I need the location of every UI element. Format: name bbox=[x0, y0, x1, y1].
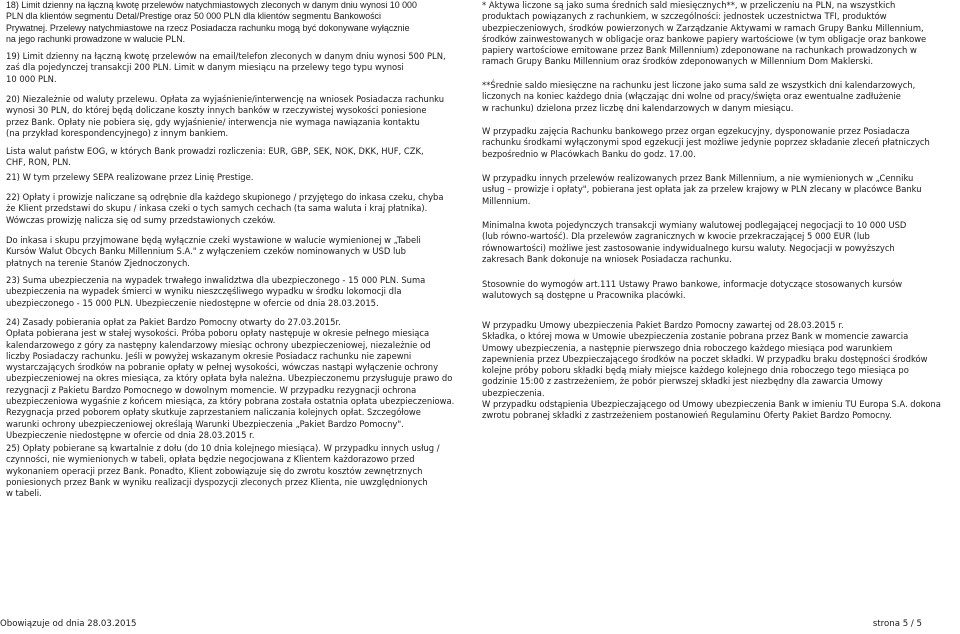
text-line: wystarczających środków na pobranie opłaty w pełnej wysokości, wówczas nastąpi wyłączenie ochrony bbox=[6, 362, 439, 373]
note-24 bbox=[6, 317, 455, 441]
text-line: w tabeli. bbox=[6, 488, 42, 499]
text-line: Kursów Walut Obcych Banku Millennium S.A." z wyłączeniem czeków nominowanych w USD lub bbox=[6, 246, 406, 257]
text-line: ubezpieczenia na wypadek śmierci w wyniku nieszczęśliwego wypadku w środku lokomocji dla bbox=[6, 286, 402, 297]
text-line: warunki ochrony ubezpieczeniowej określają Warunki Ubezpieczenia „Pakiet Bardzo Pomocny". bbox=[6, 418, 404, 429]
text-line: bezpośrednio w Placówkach Banku do godz. 17.00. bbox=[482, 148, 696, 159]
text-line: zapewnienia przez Ubezpieczającego środków na poczet składki. W przypadku braku dostępności środków bbox=[482, 353, 928, 364]
text-line: kalendarzowego z góry za następny kalendarzowy miesiąc ochrony ubezpieczeniowej, niezależnie od bbox=[6, 339, 431, 350]
insurance-note bbox=[482, 320, 954, 422]
text-line: 25) Opłaty pobierane są kwartalnie z dołu (do 10 dnia kolejnego miesiąca). W przypadku innych usług / bbox=[6, 443, 440, 453]
text-line: poniesionych przez Bank w wyniku realizacji dyspozycji zleconych przez Klienta, nie uwzględnionych bbox=[6, 476, 428, 487]
text-line: 24) Zasady pobierania opłat za Pakiet Bardzo Pomocny otwarty do 27.03.2015r. bbox=[6, 317, 341, 327]
text-line: Ubezpieczenie niedostępne w ofercie od dnia 28.03.2015 r. bbox=[6, 429, 255, 440]
text-line: wykonaniem operacji przez Bank. Ponadto, Klient zobowiązuje się do zwrotu kosztów zewnętrznych bbox=[6, 465, 423, 476]
note-19 bbox=[6, 51, 452, 85]
text-line: 20) Niezależnie od waluty przelewu. Opłata za wyjaśnienie/interwencję na wniosek Posiadacza rachunku bbox=[6, 94, 445, 104]
text-line: ubezpieczeniowej na okres miesiąca, za który opłata była należna. Ubezpieczonemu przysługuje prawo do bbox=[6, 373, 453, 384]
text-line: Wówczas prowizję nalicza się od sumy przedstawionych czeków. bbox=[6, 214, 276, 225]
note-20-currencies bbox=[6, 146, 452, 169]
footer-page-number: strona 5 / 5 bbox=[872, 619, 922, 629]
text-line: ubezpieczeniowa wygaśnie z końcem miesiąca, za który pobrana została ostatnia opłata ubezpieczeniowa. bbox=[6, 396, 455, 407]
text-line: Rezygnacja przed poborem opłaty skutkuje zaprzestaniem naliczania kolejnych opłat. Szczegółowe bbox=[6, 407, 421, 418]
text-line: że Klient przedstawi do skupu / inkasa czeki o tych samych cechach (ta sama waluta i kraj płatnika). bbox=[6, 203, 428, 214]
text-line: Do inkasa i skupu przyjmowane będą wyłącznie czeki wystawione w walucie wymienionej w „Tabeli bbox=[6, 235, 421, 245]
text-line: Składka, o której mowa w Umowie ubezpieczenia zostanie pobrana przez Bank w momencie zawarcia bbox=[482, 331, 909, 342]
text-line: Opłata pobierana jest w stałej wysokości. Próba poboru opłaty następuje w okresie pełnego miesiąca bbox=[6, 328, 430, 339]
text-line: zaś dla pojedynczej transakcji 200 PLN. Limit w danym miesiącu na przelewy tego typu wynosi bbox=[6, 62, 404, 73]
text-line: równowartości) możliwe jest zastosowanie indywidualnego kursu waluty. Negocjacji w powyższych bbox=[482, 242, 895, 253]
text-line: przez Bank. Opłaty nie pobiera się, gdy wyjaśnienie/ interwencja nie wymaga nawiązania kontaktu bbox=[6, 116, 420, 127]
text-line: Millennium. bbox=[482, 195, 531, 206]
text-line: liczonych na koniec każdego dnia (włączając dni wolne od pracy/święta oraz ewentualne zadłużenie bbox=[482, 91, 901, 102]
text-line: godzinie 15:00 z zastrzeżeniem, że pobór pierwszej składki jest niezbędny dla zawarcia Umowy bbox=[482, 376, 883, 387]
text-line: **Średnie saldo miesięczne na rachunku jest liczone jako suma sald ze wszystkich dni kalendarzowych, bbox=[482, 80, 916, 90]
note-25 bbox=[6, 443, 452, 499]
text-line: liczby Posiadaczy rachunku. Jeśli w powyżej wskazanym okresie Posiadacz rachunku nie zapewni bbox=[6, 350, 412, 361]
text-line: 22) Opłaty i prowizje naliczane są odrębnie dla każdego skupionego / przyjętego do inkasa czeku, chyba bbox=[6, 192, 444, 202]
text-line: płatnych na terenie Stanów Zjednoczonych. bbox=[6, 257, 190, 268]
other-transfers-note bbox=[482, 173, 954, 207]
text-line: Stosownie do wymogów art.111 Ustawy Prawo bankowe, informacje dotyczące stosowanych kursów bbox=[482, 279, 903, 289]
text-line: W przypadku odstąpienia Ubezpieczającego od Umowy ubezpieczenia Bank w imieniu TU Europa S.A. dokona bbox=[482, 399, 941, 410]
text-line: Umowy ubezpieczenia, a następnie pierwszego dnia roboczego każdego miesiąca pod warunkiem bbox=[482, 342, 893, 353]
text-line: CHF, RON, PLN. bbox=[6, 157, 71, 168]
text-line: rachunku środkami wyłączonymi spod egzekucji jest możliwe jedynie poprzez składanie zleceń płatniczych bbox=[482, 137, 930, 148]
text-line: papiery wartościowe emitowane przez Bank Millennium) zdeponowane na rachunkach prowadzonych w bbox=[482, 45, 917, 56]
text-line: PLN dla klientów segmentu Detal/Prestige oraz 50 000 PLN dla klientów segmentu Bankowości bbox=[6, 11, 381, 22]
text-line: zwrotu pobranej składki z zastrzeżeniem postanowień Regulaminu Oferty Pakiet Bardzo Pomocny. bbox=[482, 410, 892, 421]
text-line: produktach powiązanych z rachunkiem, w szczególności: jednostek uczestnictwa TFI, produktów bbox=[482, 11, 887, 22]
text-line: zakresach Bank dokonuje na wniosek Posiadacza rachunku. bbox=[482, 253, 732, 264]
assets-footnote bbox=[482, 0, 954, 68]
text-line: 18) Limit dzienny na łączną kwotę przelewów natychmiastowych zleconych w danym dniu wynosi 10 000 bbox=[6, 0, 417, 10]
seizure-note bbox=[482, 126, 954, 160]
text-line: 10 000 PLN. bbox=[6, 73, 57, 84]
note-21 bbox=[6, 172, 452, 183]
text-line: * Aktywa liczone są jako suma średnich sald miesięcznych**, w przeliczeniu na PLN, na wszystkich bbox=[482, 0, 896, 10]
text-line: Prywatnej. Przelewy natychmiastowe na rzecz Posiadacza rachunku mogą być dokonywane wyłącznie bbox=[6, 22, 410, 33]
text-line: środków zainwestowanych w obligacje oraz bankowe papiery wartościowe (w tym obligacje oraz bankowe bbox=[482, 33, 927, 44]
fx-rates-note bbox=[482, 279, 954, 302]
text-line: ubezpieczeniowych, środków powierzonych w Zarządzanie Aktywami w ramach Grupy Banku Millennium, bbox=[482, 22, 924, 33]
text-line: 19) Limit dzienny na łączną kwotę przelewów na email/telefon zleconych w danym dniu wynosi 500 PLN, bbox=[6, 51, 446, 61]
fx-negotiation-note bbox=[482, 220, 954, 265]
note-22-cheques bbox=[6, 235, 452, 269]
text-line: 21) W tym przelewy SEPA realizowane przez Linię Prestige. bbox=[6, 172, 254, 182]
text-line: W przypadku Umowy ubezpieczenia Pakiet Bardzo Pomocny zawartej od 28.03.2015 r. bbox=[482, 320, 844, 330]
note-18 bbox=[6, 0, 452, 45]
note-20 bbox=[6, 94, 452, 139]
footer-effective-date: Obowiązuje od dnia 28.03.2015 bbox=[0, 619, 137, 629]
text-line: (lub równo-wartość). Dla przelewów zagranicznych w kwocie przekraczającej 5 000 EUR (lub bbox=[482, 231, 870, 242]
text-line: walutowych są dostępne u Pracownika placówki. bbox=[482, 290, 686, 301]
text-line: W przypadku innych przelewów realizowanych przez Bank Millennium, a nie wymienionych w „Cenniku bbox=[482, 173, 914, 183]
text-line: usług – prowizje i opłaty", pobierana jest opłata jak za przelew krajowy w PLN zlecany w placówce Banku bbox=[482, 184, 922, 195]
text-line: kolejne próby poboru składki będą miały miejsce każdego kolejnego dnia roboczego tego miesiąca po bbox=[482, 365, 909, 376]
text-line: ubezpieczonego - 15 000 PLN. Ubezpieczenie niedostępne w ofercie od dnia 28.03.2015. bbox=[6, 297, 379, 308]
text-line: czynności, nie wymienionych w tabeli, opłata będzie negocjowana z Klientem każdorazowo przed bbox=[6, 454, 415, 465]
text-line: na jego rachunki prowadzone w walucie PLN. bbox=[6, 33, 186, 44]
text-line: 23) Suma ubezpieczenia na wypadek trwałego inwalidztwa dla ubezpieczonego - 15 000 PLN. Suma bbox=[6, 275, 426, 285]
text-line: Lista walut państw EOG, w których Bank prowadzi rozliczenia: EUR, GBP, SEK, NOK, DKK, HUF, CZK, bbox=[6, 146, 424, 156]
text-line: wynosi 30 PLN, do której będą doliczane koszty innych banków w rzeczywistej wysokości poniesione bbox=[6, 105, 427, 116]
text-line: rezygnacji z Pakietu Bardzo Pomocnego w dowolnym momencie. W przypadku rezygnacji ochrona bbox=[6, 384, 417, 395]
note-23 bbox=[6, 275, 452, 309]
text-line: W przypadku zajęcia Rachunku bankowego przez organ egzekucyjny, dysponowanie przez Posiadacza bbox=[482, 126, 910, 136]
text-line: w rachunku) dzielona przez liczbę dni kalendarzowych w danym miesiącu. bbox=[482, 102, 794, 113]
text-line: ramach Grupy Banku Millennium oraz środków zdeponowanych w Millennium Dom Maklerski. bbox=[482, 56, 874, 67]
text-line: Minimalna kwota pojedynczych transakcji wymiany walutowej podlegającej negocjacji to 10 000 USD bbox=[482, 220, 907, 230]
text-line: ubezpieczenia. bbox=[482, 387, 545, 398]
text-line: (na przykład korespondencyjnego) z innym bankiem. bbox=[6, 127, 229, 138]
note-22 bbox=[6, 192, 452, 226]
average-balance-note bbox=[482, 80, 954, 114]
